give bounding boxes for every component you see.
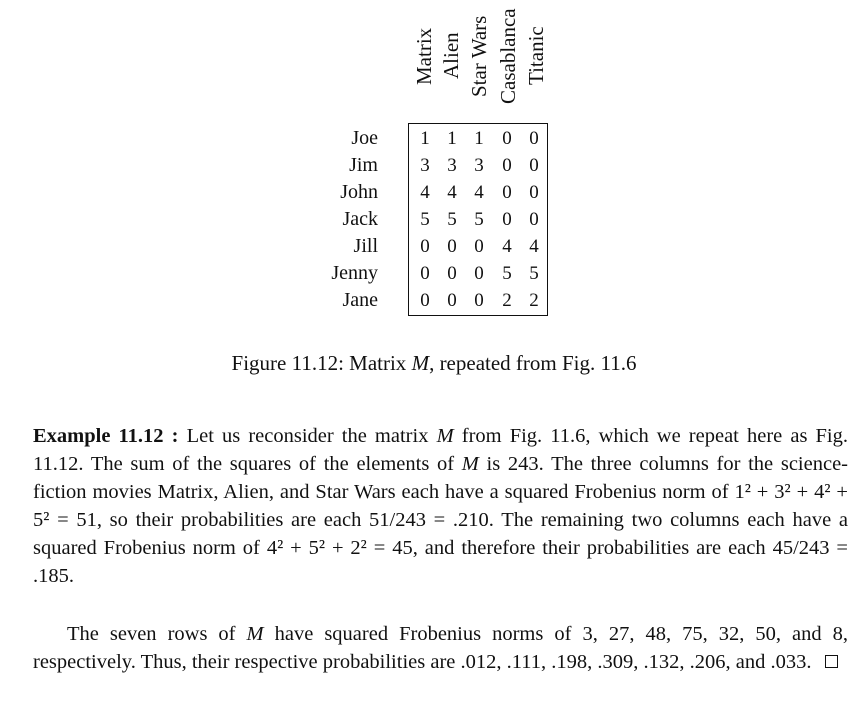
caption-prefix: Figure 11.12: Matrix — [231, 351, 412, 375]
matrix-cell: 0 — [502, 182, 512, 203]
example-text: Let us reconsider the matrix — [186, 425, 437, 447]
example-text: . The remaining two columns each have a squared Frobenius norm of — [33, 509, 848, 559]
row-label-jill: Jill — [353, 235, 378, 257]
matrix-cell: 0 — [529, 182, 539, 203]
matrix-cell: 5 — [447, 209, 457, 230]
column-header-star-wars: Star Wars — [467, 15, 491, 97]
example-paragraph-2 — [33, 620, 848, 676]
matrix-cell: 5 — [502, 263, 512, 284]
caption-suffix: , repeated from Fig. 11.6 — [429, 351, 637, 375]
matrix-cell: 0 — [420, 236, 430, 257]
example-text: . — [68, 565, 74, 587]
matrix-symbol: M — [436, 425, 454, 447]
example-text: have squared Frobenius norms of 3, 27, 48, 75, 32, 50, and 8, respectively. Thus, their respective probabilities are .012, .111, .198, .309, .132, .206, and .033. — [33, 623, 848, 673]
probability-equation-1: 51/243 = .210 — [369, 509, 489, 531]
row-label-joe: Joe — [351, 127, 378, 149]
matrix-cell: 4 — [474, 182, 484, 203]
column-header-matrix: Matrix — [412, 27, 436, 85]
matrix-cell: 2 — [502, 290, 512, 311]
example-label: Example 11.12 : — [33, 425, 179, 447]
matrix-cell: 0 — [502, 155, 512, 176]
matrix-m — [408, 123, 548, 316]
matrix-cell: 0 — [447, 290, 457, 311]
matrix-cell: 1 — [474, 128, 484, 149]
matrix-cell: 5 — [529, 263, 539, 284]
example-text: is 243. The three columns for the science-fiction movies Matrix, Alien, and Star Wars each have a squared Frobenius norm of — [33, 453, 848, 503]
example-text: , and therefore their probabilities are each — [412, 537, 773, 559]
matrix-cell: 4 — [420, 182, 430, 203]
matrix-cell: 0 — [529, 209, 539, 230]
matrix-cell: 0 — [502, 209, 512, 230]
matrix-cell: 4 — [447, 182, 457, 203]
row-label-john: John — [340, 181, 378, 203]
matrix-cell: 4 — [502, 236, 512, 257]
matrix-symbol: M — [246, 623, 264, 645]
matrix-cell: 5 — [474, 209, 484, 230]
matrix-cell: 0 — [529, 128, 539, 149]
matrix-cell: 0 — [502, 128, 512, 149]
row-label-jack: Jack — [342, 208, 378, 230]
matrix-cell: 3 — [474, 155, 484, 176]
matrix-cell: 4 — [529, 236, 539, 257]
frobenius-equation-1: 1² + 3² + 4² + 5² = 51 — [33, 481, 848, 531]
matrix-cell: 1 — [420, 128, 430, 149]
matrix-symbol: M — [461, 453, 479, 475]
matrix-cell: 0 — [474, 290, 484, 311]
column-header-casablanca: Casablanca — [496, 8, 520, 104]
figure-caption — [0, 349, 868, 377]
matrix-cell: 3 — [420, 155, 430, 176]
probability-equation-2: 45/243 = .185 — [33, 537, 848, 587]
matrix-cell: 0 — [529, 155, 539, 176]
column-header-titanic: Titanic — [524, 26, 548, 86]
matrix-cell: 0 — [447, 236, 457, 257]
matrix-cell: 3 — [447, 155, 457, 176]
matrix-cell: 0 — [474, 263, 484, 284]
qed-box-icon — [825, 655, 838, 668]
matrix-cell: 2 — [529, 290, 539, 311]
caption-symbol: M — [411, 351, 430, 375]
matrix-cell: 0 — [474, 236, 484, 257]
column-header-alien: Alien — [439, 32, 463, 80]
row-label-jenny: Jenny — [331, 262, 378, 284]
matrix-cell: 5 — [420, 209, 430, 230]
example-text: The seven rows of — [67, 623, 247, 645]
example-text: from Fig. 11.6, which we repeat here as Fig. 11.12. The sum of the squares of the elements of — [33, 425, 848, 475]
example-paragraph-1 — [33, 422, 848, 590]
example-text: , so their probabilities are each — [96, 509, 370, 531]
frobenius-equation-2: 4² + 5² + 2² = 45 — [266, 537, 413, 559]
row-label-jim: Jim — [349, 154, 378, 176]
row-label-jane: Jane — [342, 289, 378, 311]
matrix-cell: 0 — [420, 263, 430, 284]
matrix-cell: 0 — [420, 290, 430, 311]
matrix-cell: 1 — [447, 128, 457, 149]
matrix-cell: 0 — [447, 263, 457, 284]
